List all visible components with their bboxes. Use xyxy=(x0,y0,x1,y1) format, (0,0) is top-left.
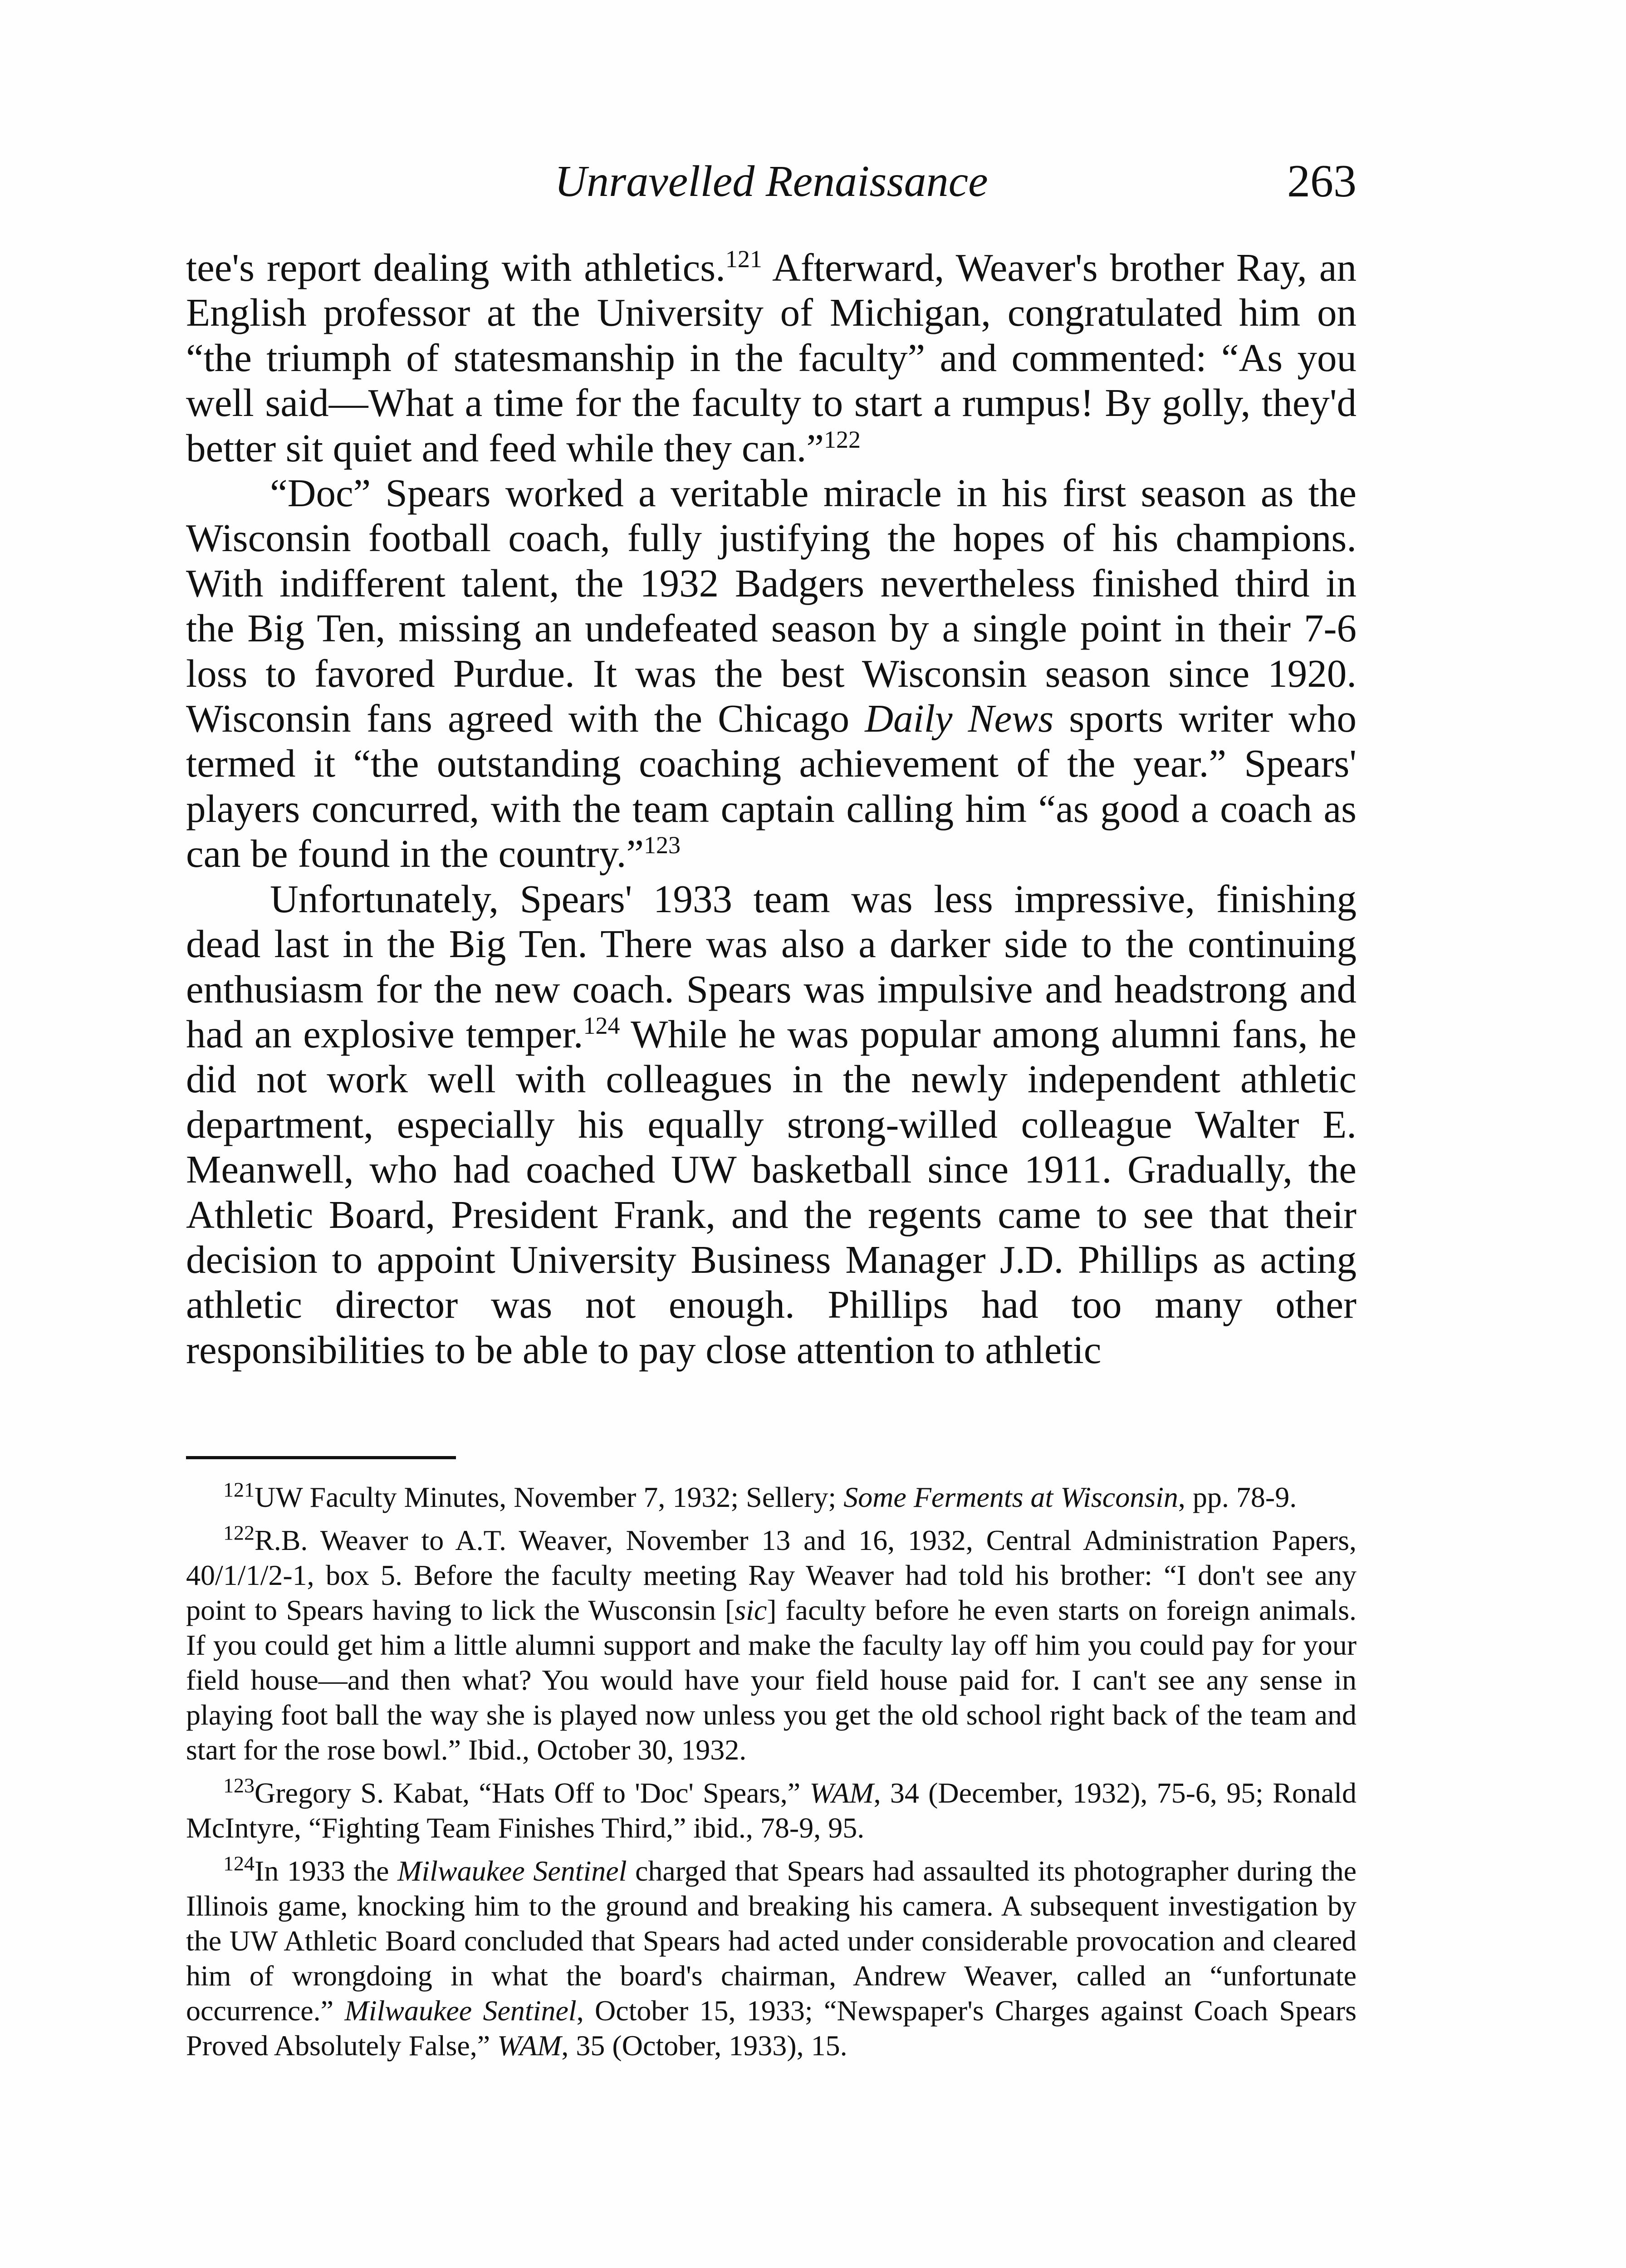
footnote-text: charged that Spears had assaulted its photographer during the Illinois game, knocking him to the ground and breaking his camera. A subsequent investigation by the UW Athletic Board concluded that Spears had acted under considerable provocation and cleared him of wrongdoing in what the board's chairman, Andrew Weaver, called an “unfortunate occurrence.” xyxy=(186,1855,1357,2027)
newspaper-title: Milwaukee Sentinel xyxy=(344,1994,577,2027)
footnote-number: 121 xyxy=(223,1478,255,1501)
footnotes xyxy=(186,1480,1357,2071)
footnote-reference-123: 123 xyxy=(644,831,681,859)
paragraph-text: Afterward, Weaver's brother Ray, an English professor at the University of Michigan, congratulated him on “the triumph of statesmanship in the faculty” and commented: “As you well said—What a time for the faculty to start a rumpus! By golly, they'd better sit quiet and feed while they can.” xyxy=(186,245,1357,470)
footnote-122 xyxy=(186,1523,1357,1767)
footnote-text: R.B. Weaver to A.T. Weaver, November 13 and 16, 1932, Central Administration Papers, 40/1/1/2-1, box 5. Before the faculty meeting Ray Weaver had told his brother: “I don't see any point to Spears having to lick the Wusconsin [ xyxy=(186,1524,1357,1626)
book-title: Some Ferments at Wisconsin xyxy=(843,1481,1178,1513)
footnote-text: , 35 (October, 1933), 15. xyxy=(561,2029,847,2062)
newspaper-title: Daily News xyxy=(865,696,1054,741)
periodical-title: WAM xyxy=(809,1777,874,1809)
footnote-reference-121: 121 xyxy=(725,245,762,273)
footnote-text: , October 15, 1933; “Newspaper's Charges against Coach Spears Proved Absolutely False,” xyxy=(186,1994,1357,2062)
periodical-title: WAM xyxy=(497,2029,562,2062)
running-header xyxy=(186,150,1357,213)
footnote-123 xyxy=(186,1775,1357,1845)
running-title: Unravelled Renaissance xyxy=(554,157,988,206)
footnote-text: , pp. 78-9. xyxy=(1178,1481,1297,1513)
paragraph-text: sports writer who termed it “the outstanding coaching achievement of the year.” Spears' players concurred, with the team captain calling him “as good a coach as can be found in the country.” xyxy=(186,696,1357,876)
footnote-reference-124: 124 xyxy=(583,1012,620,1039)
paragraph-1 xyxy=(186,245,1357,470)
newspaper-title: Milwaukee Sentinel xyxy=(397,1855,627,1887)
paragraph-2 xyxy=(186,470,1357,876)
paragraph-text: While he was popular among alumni fans, he did not work well with colleagues in the newly independent athletic department, especially his equally strong-willed colleague Walter E. Meanwell, who had coached UW basketball since 1911. Gradually, the Athletic Board, President Frank, and the regents came to see that their decision to appoint University Business Manager J.D. Phillips as acting athletic director was not enough. Phillips had too many other responsibilities to be able to pay close attention to athletic xyxy=(186,1012,1357,1372)
footnote-text: ] faculty before he even starts on foreign animals. If you could get him a little alumni support and make the faculty lay off him you could pay for your field house—and then what? You would have your field house paid for. I can't see any sense in playing foot ball the way she is played now unless you get the old school right back of the team and start for the rose bowl.” Ibid., October 30, 1932. xyxy=(186,1594,1357,1766)
footnote-text: UW Faculty Minutes, November 7, 1932; Sellery; xyxy=(255,1481,844,1513)
footnote-number: 123 xyxy=(223,1774,255,1797)
footnote-separator xyxy=(186,1456,456,1459)
paragraph-3 xyxy=(186,876,1357,1372)
paragraph-text: “Doc” Spears worked a veritable miracle in his first season as the Wisconsin football coach, fully justifying the hopes of his champions. With indifferent talent, the 1932 Badgers nevertheless finished third in the Big Ten, missing an undefeated season by a single point in their 7-6 loss to favored Purdue. It was the best Wisconsin season since 1920. Wisconsin fans agreed with the Chicago xyxy=(186,471,1357,741)
footnote-number: 124 xyxy=(223,1852,255,1875)
footnote-text: In 1933 the xyxy=(255,1855,398,1887)
body-text xyxy=(186,245,1357,1372)
footnote-124 xyxy=(186,1853,1357,2063)
sic-annotation: sic xyxy=(735,1594,767,1626)
paragraph-text: tee's report dealing with athletics. xyxy=(186,245,725,289)
footnote-text: , 34 (December, 1932), 75-6, 95; Ronald McIntyre, “Fighting Team Finishes Third,” ibid., 78-9, 95. xyxy=(186,1777,1357,1844)
footnote-number: 122 xyxy=(223,1521,255,1545)
footnote-text: Gregory S. Kabat, “Hats Off to 'Doc' Spears,” xyxy=(255,1777,810,1809)
footnote-reference-122: 122 xyxy=(823,425,861,453)
page-number: 263 xyxy=(1287,156,1357,207)
footnote-121 xyxy=(186,1480,1357,1515)
paragraph-text: Unfortunately, Spears' 1933 team was less impressive, finishing dead last in the Big Ten. There was also a darker side to the continuing enthusiasm for the new coach. Spears was impulsive and headstrong and had an explosive temper. xyxy=(186,876,1357,1056)
